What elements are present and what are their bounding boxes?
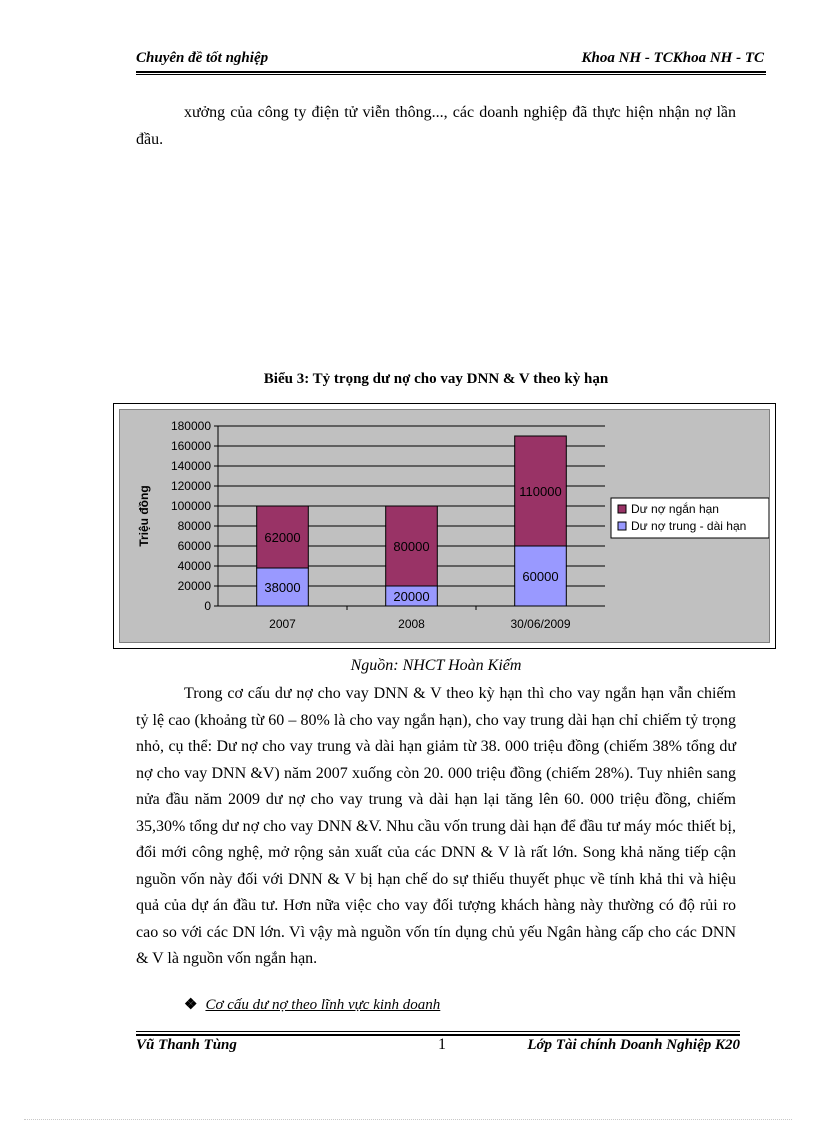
ytick-label-5: 100000 (170, 499, 211, 513)
chart-source: Nguồn: NHCT Hoàn Kiếm (350, 657, 522, 674)
footer-class: Lớp Tài chính Doanh Nghiệp K20 (527, 1037, 740, 1053)
data-label-short-term-0: 62000 (264, 530, 301, 545)
diamond-bullet-icon: ❖ (184, 997, 198, 1013)
legend-swatch-0 (618, 505, 626, 513)
data-label-medium-long-term-0: 38000 (264, 580, 301, 595)
ytick-label-4: 80000 (177, 519, 211, 533)
footer-author: Vũ Thanh Tùng (136, 1037, 237, 1053)
intro-paragraph: xưởng của công ty điện tử viễn thông..., các doanh nghiệp đã thực hiện nhận nợ lần đầu. (136, 104, 736, 148)
chart-area (119, 409, 770, 643)
page-edge-divider (24, 1119, 792, 1120)
data-label-short-term-1: 80000 (393, 539, 430, 554)
ytick-label-1: 20000 (177, 579, 211, 593)
ytick-label-2: 40000 (177, 559, 211, 573)
header-rule-thin (136, 74, 766, 75)
page-number: 1 (438, 1036, 446, 1053)
header-rule (136, 71, 766, 73)
legend-label-1: Dư nợ trung - dài hạn (631, 519, 747, 533)
ytick-label-9: 180000 (170, 419, 211, 433)
chart-frame (113, 403, 776, 649)
header-left-title: Chuyên đề tốt nghiệp (136, 50, 269, 66)
footer-rule-thin (136, 1031, 740, 1032)
data-label-medium-long-term-1: 20000 (393, 589, 430, 604)
y-axis-label: Triệu đồng (137, 485, 151, 547)
section-bullet (184, 995, 440, 1014)
section-heading: Cơ cấu dư nợ theo lĩnh vực kinh doanh (205, 997, 441, 1013)
chart-title: Biểu 3: Tỷ trọng dư nợ cho vay DNN & V theo kỳ hạn (263, 371, 609, 387)
xtick-label-0: 2007 (269, 617, 296, 631)
legend (611, 498, 769, 538)
ytick-label-0: 0 (204, 599, 211, 613)
ytick-label-6: 120000 (170, 479, 211, 493)
data-label-medium-long-term-2: 60000 (522, 569, 559, 584)
body-paragraph: Trong cơ cấu dư nợ cho vay DNN & V theo kỳ hạn thì cho vay ngắn hạn vẫn chiếm tỷ lệ cao (khoảng từ 60 – 80% là cho vay ngắn hạn), cho vay trung dài hạn chỉ chiếm tỷ trọng nhỏ, cụ thể: Dư nợ cho vay trung và dài hạn giảm từ 38. 000 triệu đồng (chiếm 38% tổng dư nợ cho vay DNN &V) năm 2007 xuống còn 20. 000 triệu đồng (chiếm 28%). Tuy nhiên sang nửa đầu năm 2009 dư nợ cho vay trung và dài hạn lại tăng lên 60. 000 triệu đồng, chiếm 35,30% tổng dư nợ cho vay DNN &V. Nhu cầu vốn trung dài hạn để đầu tư máy móc thiết bị, đổi mới công nghệ, mở rộng sản xuất của các DNN & V là rất lớn. Song khả năng tiếp cận nguồn vốn này đối với DNN & V bị hạn chế do sự thiếu thuyết phục về tính khả thi và hiệu quả của dự án đầu tư. Hơn nữa việc cho vay đối tượng khách hàng này thường có độ rủi ro cao so với các DN lớn. Vì vậy mà nguồn vốn tín dụng chủ yếu Ngân hàng cấp cho các DNN & V là nguồn vốn ngắn hạn. (136, 685, 736, 967)
xtick-label-1: 2008 (398, 617, 425, 631)
ytick-label-7: 140000 (170, 459, 211, 473)
header-right-title: Khoa NH - TCKhoa NH - TC (581, 50, 764, 66)
stacked-bar-chart (120, 410, 769, 642)
ytick-label-8: 160000 (170, 439, 211, 453)
data-label-short-term-2: 110000 (519, 484, 562, 499)
legend-swatch-1 (618, 522, 626, 530)
xtick-label-2: 30/06/2009 (510, 617, 571, 631)
legend-label-0: Dư nợ ngắn hạn (631, 502, 719, 516)
ytick-label-3: 60000 (177, 539, 211, 553)
